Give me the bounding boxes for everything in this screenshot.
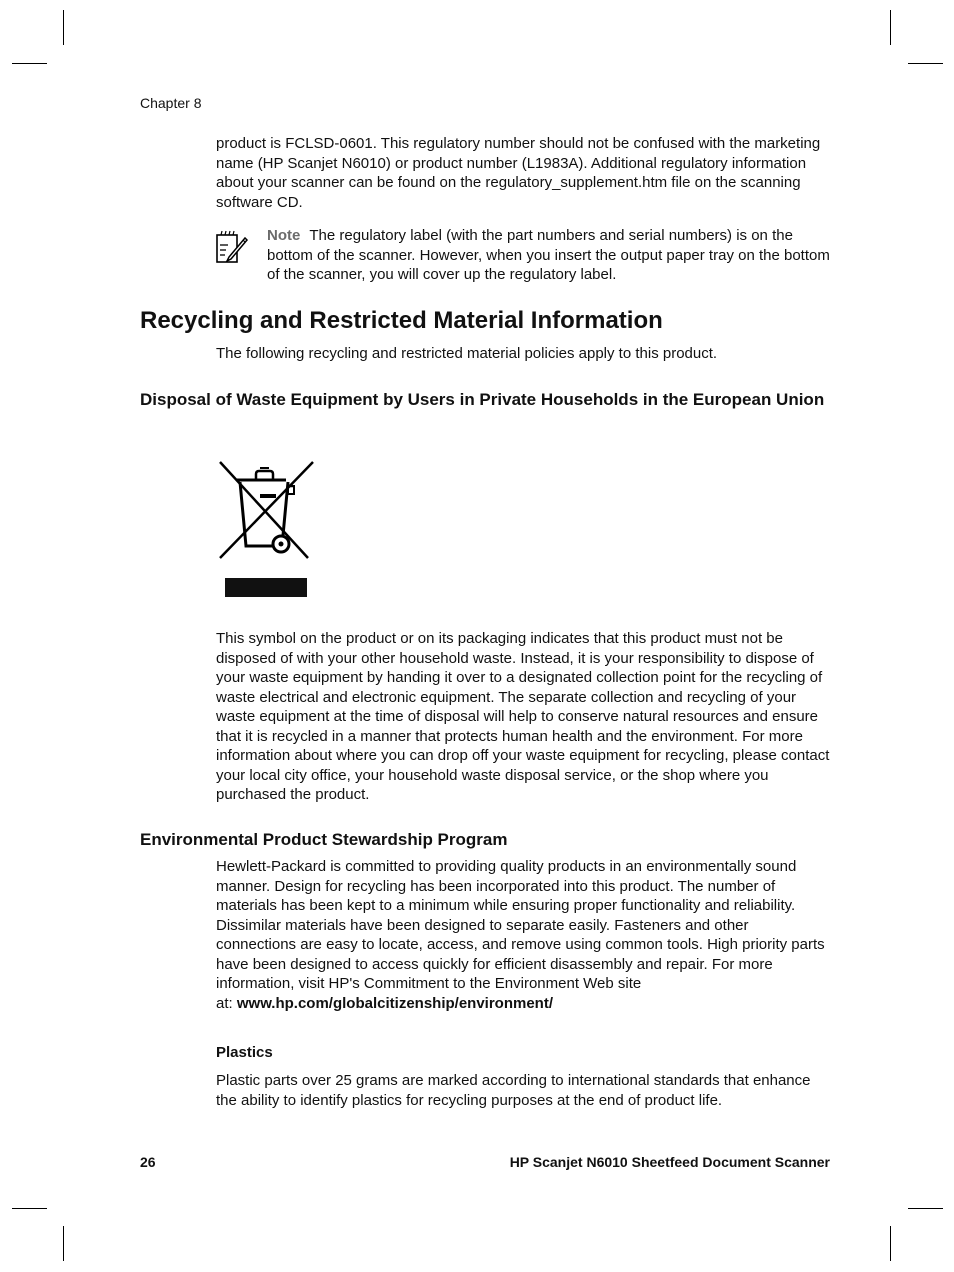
disposal-paragraph — [216, 629, 830, 805]
section-heading-stewardship: Environmental Product Stewardship Program — [140, 830, 508, 849]
page-number: 26 — [140, 1154, 156, 1170]
crop-mark — [908, 1208, 943, 1209]
recycling-intro — [216, 344, 830, 364]
crop-mark — [12, 1208, 47, 1209]
intro-paragraph-text: product is FCLSD-0601. This regulatory number should not be confused with the marketing name (HP Scanjet N6010) or product number (L1983A). Additional regulatory information about your scanner can be found on the regulatory_supplement.htm file on the scanning software CD. — [216, 135, 821, 211]
section-heading-plastics: Plastics — [216, 1044, 273, 1061]
crossed-out-wheelie-bin-icon — [216, 458, 316, 600]
plastics-paragraph-text: Plastic parts over 25 grams are marked according to international standards that enhance the ability to identify plastics for recycling purposes at the end of product life. — [216, 1072, 811, 1109]
stewardship-paragraph-text — [216, 857, 830, 1013]
crop-mark — [63, 1226, 64, 1261]
section-heading-recycling: Recycling and Restricted Material Information — [140, 307, 663, 334]
hp-environment-link[interactable]: www.hp.com/globalcitizenship/environment/ — [236, 994, 554, 1012]
section-heading-disposal: Disposal of Waste Equipment by Users in Private Households in the European Union — [140, 390, 825, 409]
crop-mark — [908, 63, 943, 64]
crop-mark — [12, 63, 47, 64]
note-block — [267, 226, 833, 285]
crop-mark — [890, 10, 891, 45]
disposal-paragraph-text: This symbol on the product or on its packaging indicates that this product must not be disposed of with your other household waste. Instead, it is your responsibility to dispose of your waste equipment by handing it over to a designated collection point for the recycling of waste electrical and electronic equipment. The separate collection and recycling of your waste equipment at the time of disposal will help to conserve natural resources and ensure that it is recycled in a manner that protects human health and the environment. For more information about where you can drop off your waste equipment for recycling, please contact your local city office, your household waste disposal service, or the shop where you purchased the product. — [216, 630, 830, 803]
note-pencil-icon — [214, 228, 252, 266]
crop-mark — [63, 10, 64, 45]
stewardship-text: Hewlett-Packard is committed to providing quality products in an environmentally sound manner. Design for recycling has been incorporated into this product. The number of materials has been kept to a minimum while ensuring proper functionality and reliability. Dissimilar materials have been designed to separate easily. Fasteners and other connections are easy to locate, access, and remove using common tools. High priority parts have been designed to access quickly for efficient disassembly and repair. For more information, visit HP's Commitment to the Environment Web site — [216, 858, 825, 992]
recycling-intro-text: The following recycling and restricted material policies apply to this product. — [216, 345, 718, 362]
link-prefix: at: — [216, 994, 233, 1012]
note-label: Note — [267, 227, 301, 244]
intro-paragraph — [216, 134, 830, 212]
stewardship-paragraph — [216, 857, 830, 1013]
crop-mark — [890, 1226, 891, 1261]
plastics-paragraph — [216, 1071, 830, 1110]
note-text: The regulatory label (with the part numbers and serial numbers) is on the bottom of the scanner. However, when you insert the output paper tray on the bottom of the scanner, you will cover up the regulatory label. — [267, 227, 830, 283]
footer-product-name: HP Scanjet N6010 Sheetfeed Document Scanner — [509, 1154, 830, 1170]
chapter-header: Chapter 8 — [140, 95, 202, 111]
